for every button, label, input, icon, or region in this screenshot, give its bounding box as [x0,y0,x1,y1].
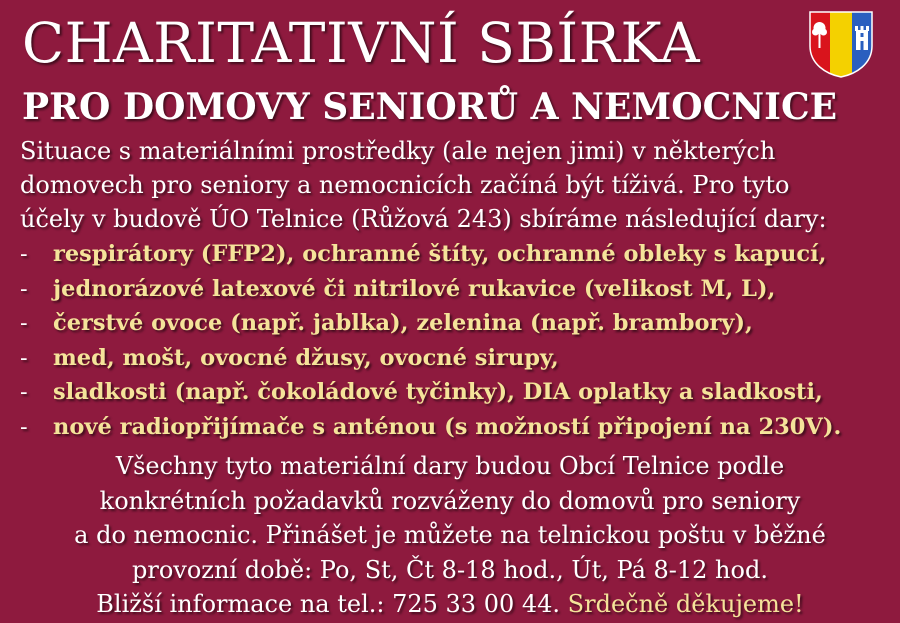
intro-text [20,134,890,236]
intro-line: domovech pro seniory a nemocnicích začíná být tíživá. Pro tyto [20,171,790,199]
closing-line: konkrétních požadavků rozváženy do domovů pro seniory [99,486,801,515]
contact-line [0,587,900,622]
closing-line: Všechny tyto materiální dary budou Obcí Telnice podle [115,452,785,480]
bullet-marker: - [20,310,28,336]
page-subtitle: PRO DOMOVY SENIORŮ A NEMOCNICE [22,86,838,128]
item-text: nové radiopřijímače s anténou (s možností připojení na 230V). [53,413,842,440]
thanks-text: Srdečně děkujeme! [567,590,804,618]
item-text: jednorázové latexové či nitrilové rukavice (velikost M, L), [53,275,776,302]
closing-line: provozní době: Po, St, Čt 8-18 hod., Út, Pá 8-12 hod. [132,555,768,584]
list-item [20,306,895,341]
item-text: med, mošt, ovocné džusy, ovocné sirupy, [53,344,559,371]
list-item [20,375,895,410]
bullet-marker: - [20,275,28,302]
list-item [20,410,895,445]
page-title: CHARITATIVNÍ SBÍRKA [22,11,701,75]
coat-of-arms-icon [808,10,874,78]
bullet-marker: - [20,241,28,267]
contact-info: Bližší informace na tel.: 725 33 00 44. [96,590,561,618]
bullet-marker: - [20,344,28,371]
closing-text [0,449,900,622]
list-item [20,237,895,272]
list-item [20,272,895,307]
bullet-marker: - [20,413,28,440]
intro-line: účely v budově ÚO Telnice (Růžová 243) sbíráme následující dary: [20,205,827,233]
bullet-marker: - [20,379,28,405]
item-text: respirátory (FFP2), ochranné štíty, ochranné obleky s kapucí, [53,241,827,267]
intro-line: Situace s materiálními prostředky (ale nejen jimi) v některých [20,137,776,165]
item-text: sladkosti (např. čokoládové tyčinky), DIA oplatky a sladkosti, [53,379,823,405]
donation-list [20,237,895,444]
closing-line: a do nemocnic. Přinášet je můžete na telnickou poštu v běžné [74,521,826,549]
list-item [20,341,895,376]
item-text: čerstvé ovoce (např. jablka), zelenina (např. brambory), [53,310,753,336]
